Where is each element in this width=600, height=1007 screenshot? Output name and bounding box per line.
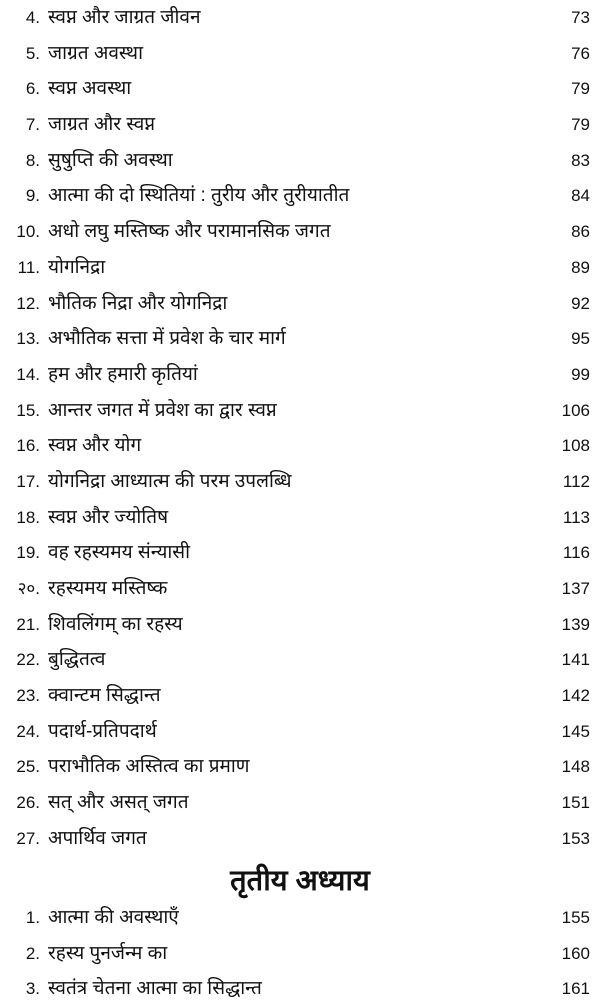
entry-number: 6. — [25, 79, 40, 99]
entry-page-number: 148 — [561, 757, 590, 777]
entry-title: आत्मा की अवस्थाएँ — [48, 907, 179, 928]
toc-entry — [0, 178, 600, 214]
entry-title: योगनिद्रा आध्यात्म की परम उपलब्धि — [48, 470, 292, 492]
entry-title: जाग्रत अवस्था — [48, 42, 143, 64]
entry-title: पराभौतिक अस्तित्व का प्रमाण — [48, 756, 250, 778]
entry-number: 21. — [16, 614, 40, 634]
entry-title: अभौतिक सत्ता में प्रवेश के चार मार्ग — [48, 328, 286, 350]
entry-page-number: 108 — [561, 436, 590, 456]
entry-page-number: 86 — [571, 222, 590, 242]
toc-entry — [0, 571, 600, 607]
toc-entry — [0, 642, 600, 678]
entry-page-number: 137 — [561, 579, 590, 598]
entry-title: हम और हमारी कृतियां — [48, 363, 198, 385]
entry-page-number: 161 — [561, 979, 590, 999]
toc-entry — [0, 900, 600, 936]
entry-number: 4. — [25, 8, 40, 27]
entry-number: 25. — [16, 757, 40, 777]
entry-page-number: 145 — [561, 721, 590, 741]
entry-title: बुद्धितत्व — [48, 649, 106, 671]
entry-number: 17. — [16, 471, 40, 491]
entry-number: 16. — [16, 436, 40, 456]
entry-page-number: 113 — [562, 507, 590, 527]
entry-title: आत्मा की दो स्थितियां : तुरीय और तुरीयातीत — [48, 185, 350, 207]
chapter-heading: तृतीय अध्याय — [230, 865, 370, 897]
toc-entry — [0, 321, 600, 357]
toc-entry — [0, 464, 600, 500]
entry-number: 27. — [16, 828, 40, 848]
entry-title: स्वप्न और योग — [48, 435, 142, 457]
toc-entry — [0, 535, 600, 571]
toc-entry — [0, 714, 600, 750]
entry-title: स्वतंत्र चेतना आत्मा का सिद्धान्त — [48, 978, 262, 1000]
entry-page-number: 155 — [561, 908, 590, 927]
toc-list-section-3 — [0, 900, 600, 1007]
entry-number: 5. — [25, 43, 40, 63]
toc-entry — [0, 936, 600, 972]
toc-entry — [0, 393, 600, 429]
entry-number: 18. — [16, 507, 40, 527]
entry-number: 2. — [25, 943, 40, 963]
toc-entry — [0, 0, 600, 36]
entry-title: वह रहस्यमय संन्यासी — [48, 542, 191, 564]
toc-entry — [0, 250, 600, 286]
entry-number: 15. — [16, 400, 40, 420]
entry-page-number: 99 — [571, 364, 590, 384]
toc-entry — [0, 71, 600, 107]
toc-entry — [0, 214, 600, 250]
entry-page-number: 106 — [561, 400, 590, 420]
entry-page-number: 141 — [561, 650, 590, 670]
entry-number: 7. — [25, 115, 40, 135]
entry-page-number: 79 — [571, 115, 590, 135]
entry-number: 9. — [25, 186, 40, 206]
entry-page-number: 83 — [571, 150, 590, 170]
entry-title: सुषुप्ति की अवस्था — [48, 149, 173, 171]
entry-number: 8. — [25, 150, 40, 170]
toc-entry — [0, 785, 600, 821]
entry-page-number: 116 — [562, 543, 590, 563]
entry-number: 1. — [25, 908, 40, 927]
entry-title: शिवलिंगम् का रहस्य — [48, 613, 183, 635]
entry-number: 14. — [16, 364, 40, 384]
entry-number: 24. — [16, 721, 40, 741]
toc-entry — [0, 107, 600, 143]
entry-page-number: 76 — [571, 43, 590, 63]
toc-entry — [0, 749, 600, 785]
entry-title: क्वान्टम सिद्धान्त — [48, 685, 161, 707]
entry-title: पदार्थ-प्रतिपदार्थ — [48, 720, 157, 742]
entry-number: 10. — [16, 222, 40, 242]
entry-title: योगनिद्रा — [48, 256, 106, 278]
entry-page-number: 84 — [571, 186, 590, 206]
entry-page-number: 153 — [561, 828, 590, 848]
entry-number: 3. — [25, 979, 40, 999]
toc-entry — [0, 36, 600, 72]
entry-page-number: 142 — [561, 686, 590, 706]
entry-number: 11. — [17, 257, 40, 277]
toc-entry — [0, 678, 600, 714]
entry-page-number: 89 — [571, 257, 590, 277]
entry-page-number: 151 — [561, 793, 590, 813]
entry-number: 22. — [16, 650, 40, 670]
entry-title: रहस्य पुनर्जन्म का — [48, 942, 168, 964]
toc-entry — [0, 357, 600, 393]
entry-number: 26. — [16, 793, 40, 813]
entry-page-number: 92 — [571, 293, 590, 313]
entry-number: 23. — [16, 686, 40, 706]
entry-title: जाग्रत और स्वप्न — [48, 114, 156, 136]
entry-number: 13. — [16, 329, 40, 349]
toc-entry — [0, 286, 600, 322]
entry-number: 12. — [16, 293, 40, 313]
toc-entry — [0, 821, 600, 857]
entry-title: स्वप्न और ज्योतिष — [48, 506, 169, 528]
entry-page-number: 79 — [571, 79, 590, 99]
entry-title: स्वप्न और जाग्रत जीवन — [48, 7, 201, 28]
entry-page-number: 73 — [571, 8, 590, 27]
entry-number: २०. — [17, 579, 40, 598]
entry-title: सत् और असत् जगत — [48, 792, 189, 814]
entry-title: भौतिक निद्रा और योगनिद्रा — [48, 292, 228, 314]
toc-entry — [0, 607, 600, 643]
entry-title: स्वप्न अवस्था — [48, 78, 132, 100]
entry-number: 19. — [16, 543, 40, 563]
entry-title: अधो लघु मस्तिष्क और परामानसिक जगत — [48, 221, 331, 243]
entry-title: अपार्थिव जगत — [48, 827, 147, 849]
entry-page-number: 112 — [562, 471, 590, 491]
entry-page-number: 95 — [571, 329, 590, 349]
toc-entry — [0, 500, 600, 536]
entry-title: आन्तर जगत में प्रवेश का द्वार स्वप्न — [48, 399, 277, 421]
toc-entry — [0, 428, 600, 464]
entry-page-number: 139 — [561, 614, 590, 634]
entry-title: रहस्यमय मस्तिष्क — [48, 578, 168, 599]
toc-entry — [0, 143, 600, 179]
entry-page-number: 160 — [561, 943, 590, 963]
